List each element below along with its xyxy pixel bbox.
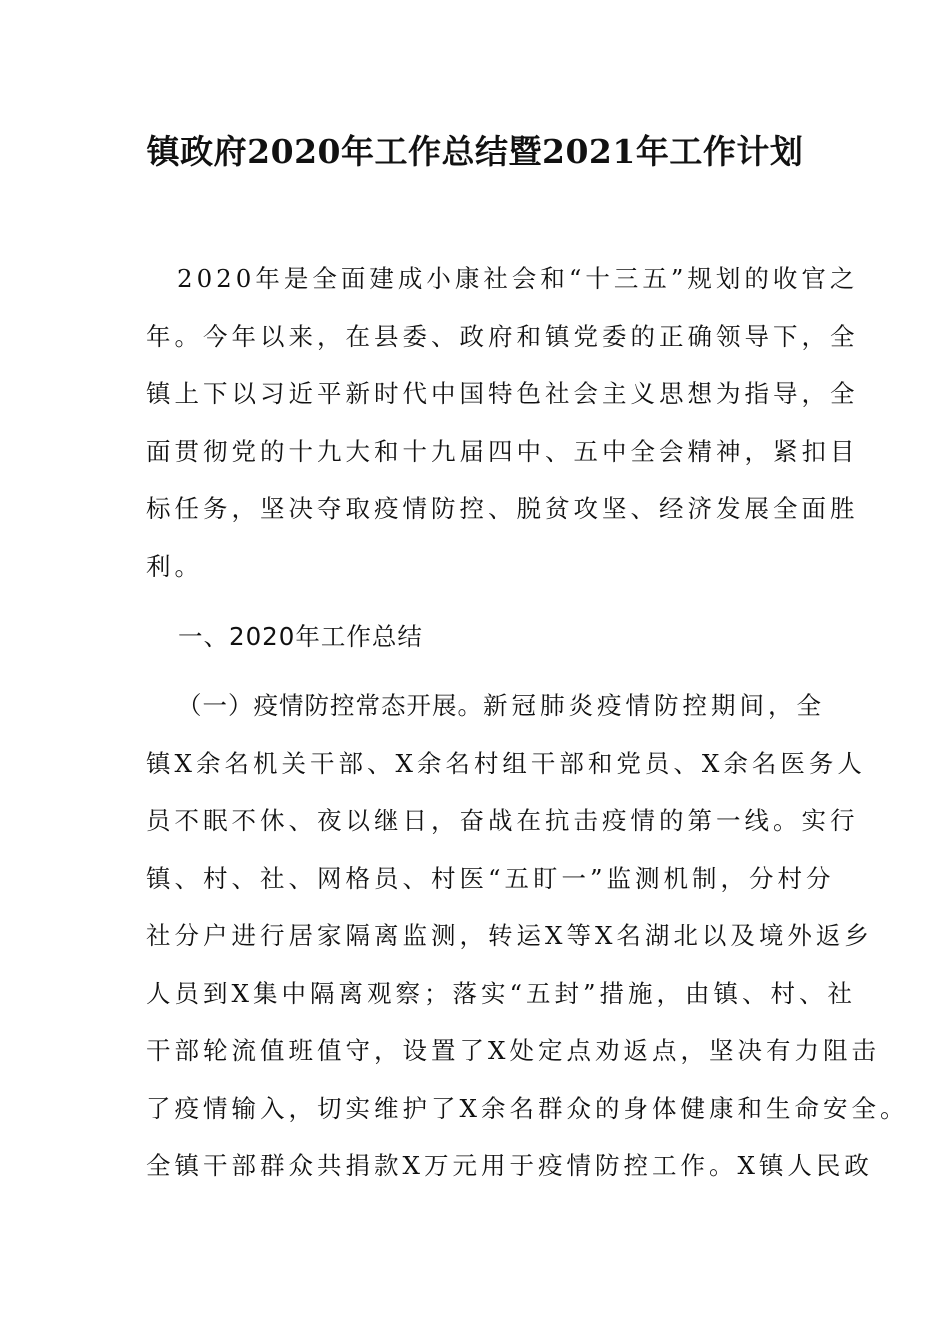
paragraph-line: 了疫情输入，切实维护了X余名群众的身体健康和生命安全。 [146,1093,909,1123]
paragraph-line: 镇X余名机关干部、X余名村组干部和党员、X余名医务人 [146,748,866,778]
paragraph-line: 利。 [146,551,203,581]
paragraph-line: 年。今年以来，在县委、政府和镇党委的正确领导下，全 [146,321,859,351]
paragraph-line: 社分户进行居家隔离监测，转运X等X名湖北以及境外返乡 [146,921,873,950]
paragraph-line: 镇、村、社、网格员、村医“五盯一”监测机制，分村分 [146,863,835,893]
paragraph-line: 面贯彻党的十九大和十九届四中、五中全会精神，紧扣目 [146,436,859,466]
document-title: 镇政府2020年工作总结暨2021年工作计划 [146,132,804,171]
section-heading: 一、2020年工作总结 [178,622,423,651]
paragraph-line: 2020年是全面建成小康社会和“十三五”规划的收官之 [177,264,859,293]
paragraph-line: 镇上下以习近平新时代中国特色社会主义思想为指导，全 [146,379,859,408]
intro-paragraph [146,250,859,595]
paragraph-first-line [146,677,832,735]
paragraph-line: 人员到X集中隔离观察；落实“五封”措施，由镇、村、社 [146,978,856,1008]
paragraph-line-rest: 新冠肺炎疫情防控期间，全 [483,691,825,720]
paragraph-line: 标任务，坚决夺取疫情防控、脱贫攻坚、经济发展全面胜 [146,494,859,523]
subsection-heading: （一）疫情防控常态开展。 [177,691,483,720]
paragraph-line: 全镇干部群众共捐款X万元用于疫情防控工作。X镇人民政 [146,1151,873,1180]
paragraph-line: 员不眠不休、夜以继日，奋战在抗击疫情的第一线。实行 [146,806,859,835]
subsection-paragraph [146,677,909,1195]
paragraph-line: 干部轮流值班值守，设置了X处定点劝返点，坚决有力阻击 [146,1036,880,1065]
